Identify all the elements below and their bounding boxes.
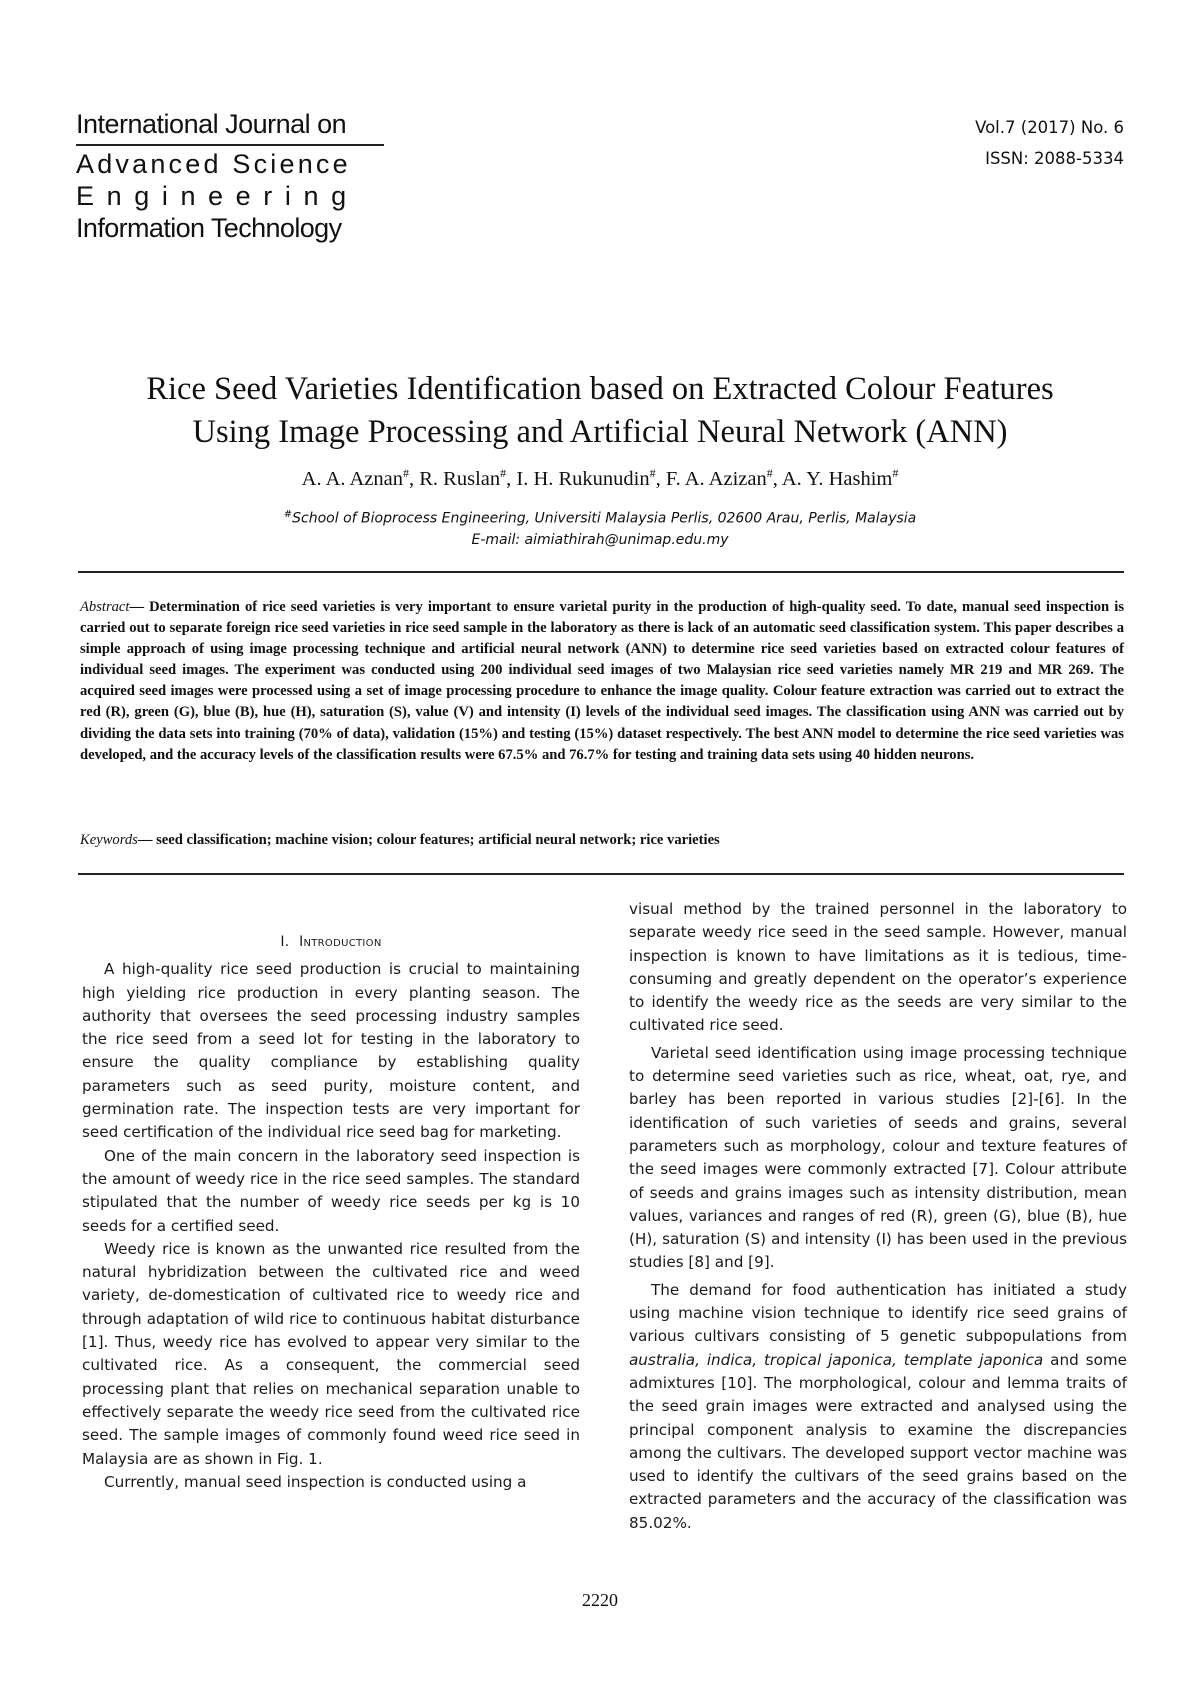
keywords-label: Keywords bbox=[80, 832, 138, 848]
left-column bbox=[82, 905, 580, 1494]
volume-number: Vol.7 (2017) No. 6 bbox=[975, 118, 1124, 137]
abstract bbox=[80, 597, 1124, 766]
paragraph: One of the main concern in the laboratory seed inspection is the amount of weedy rice in the rice seed samples. The standard stipulated that the number of weedy rice seeds per kg is 10 seeds for a certified seed. bbox=[82, 1146, 580, 1235]
journal-name-line-2: Advanced Science bbox=[76, 149, 351, 179]
page-number: 2220 bbox=[582, 1590, 618, 1610]
abstract-bottom-rule bbox=[78, 873, 1124, 875]
paragraph: A high-quality rice seed production is crucial to maintaining high yielding rice production in every planting season. The authority that oversees the seed processing industry samples the rice seed from a seed lot for testing in the laboratory to ensure the quality compliance by establishing quality parameters such as seed purity, moisture content, and germination rate. The inspection tests are very important for seed certification of the individual rice seed bag for marketing. bbox=[82, 960, 580, 1142]
journal-name-line-3: Engineering bbox=[76, 181, 359, 211]
author: A. A. Aznan# bbox=[301, 466, 409, 490]
abstract-text: — Determination of rice seed varieties is very important to ensure varietal purity in the production of high-quality seed. To date, manual seed inspection is carried out to separate foreign rice seed varieties in rice seed sample in the laboratory as there is lack of an automatic seed classification system. This paper describes a simple approach of using image processing technique and artificial neural network (ANN) to determine rice seed varieties based on extracted colour features of individual seed images. The experiment was conducted using 200 individual seed images of two Malaysian rice seed varieties namely MR 219 and MR 269. The acquired seed images were processed using a set of image processing procedure to enhance the image quality. Colour feature extraction was carried out to extract the red (R), green (G), blue (B), hue (H), saturation (S), value (V) and intensity (I) levels of the individual seed images. The classification using ANN was carried out by dividing the data sets into training (70% of data), validation (15%) and testing (15%) dataset respectively. The best ANN model to determine the rice seed varieties was developed, and the accuracy levels of the classification results were 67.5% and 76.7% for testing and training data sets using 40 hidden neurons. bbox=[80, 599, 1124, 763]
author: I. H. Rukunudin# bbox=[516, 466, 656, 490]
keywords-text: — seed classification; machine vision; colour features; artificial neural network; rice varieties bbox=[137, 832, 720, 848]
paragraph: Weedy rice is known as the unwanted rice resulted from the natural hybridization between the cultivated rice and weed variety, de-domestication of cultivated rice to weedy rice and through adaptation of wild rice to continuous habitat disturbance [1]. Thus, weedy rice has evolved to appear very similar to the cultivated rice. As a consequent, the commercial seed processing plant that relies on mechanical separation unable to effectively separate the weedy rice seed from the cultivated rice seed. The sample images of commonly found weed rice seed in Malaysia are as shown in Fig. 1. bbox=[82, 1239, 580, 1468]
volume-info bbox=[975, 112, 1124, 174]
author: F. A. Azizan# bbox=[665, 466, 773, 490]
journal-masthead bbox=[76, 108, 386, 244]
author: A. Y. Hashim# bbox=[781, 466, 899, 490]
author: R. Ruslan# bbox=[419, 466, 507, 490]
abstract-top-rule bbox=[78, 571, 1124, 573]
affiliation: #School of Bioprocess Engineering, Universiti Malaysia Perlis, 02600 Arau, Perlis, Malaysia bbox=[283, 509, 917, 527]
paragraph: visual method by the trained personnel in the laboratory to separate weedy rice seed in the seed sample. However, manual inspection is known to have limitations as it is tedious, time-consuming and greatly dependent on the operator’s experience to identify the weedy rice as the seeds are very similar to the cultivated rice seed. bbox=[629, 900, 1127, 1035]
italic-cultivar-list: australia, indica, tropical japonica, template japonica bbox=[629, 1350, 1044, 1369]
affiliation-block bbox=[60, 504, 1140, 551]
title-line-2: Using Image Processing and Artificial Neural Network (ANN) bbox=[192, 414, 1008, 450]
abstract-label: Abstract bbox=[80, 599, 130, 615]
journal-name-line-4: Information Technology bbox=[76, 213, 342, 243]
masthead-rule bbox=[76, 144, 384, 146]
paragraph: Varietal seed identification using image processing technique to determine seed varieties such as rice, wheat, oat, rye, and barley has been reported in various studies [2]-[6]. In the identification of such varieties of seeds and grains, several parameters such as morphology, colour and texture features of the seed images were commonly extracted [7]. Colour attribute of seeds and grains images such as intensity distribution, mean values, variances and ranges of red (R), green (G), blue (B), hue (H), saturation (S) and intensity (I) has been used in the previous studies [8] and [9]. bbox=[629, 1043, 1127, 1272]
issn: ISSN: 2088-5334 bbox=[985, 149, 1124, 168]
email: E-mail: aimiathirah@unimap.edu.my bbox=[471, 531, 729, 548]
right-column bbox=[629, 898, 1127, 1535]
paragraph: The demand for food authentication has initiated a study using machine vision technique to identify rice seed grains of various cultivars consisting of 5 genetic subpopulations from australia, indica, tropical japonica, template japonica and some admixtures [10]. The morphological, colour and lemma traits of the seed grain images were extracted and analysed using the principal component analysis to examine the discrepancies among the cultivars. The developed support vector machine was used to identify the cultivars of the seed grains based on the extracted parameters and the accuracy of the classification was 85.02%. bbox=[629, 1280, 1127, 1532]
paragraph: Currently, manual seed inspection is conducted using a bbox=[104, 1472, 527, 1491]
keywords bbox=[80, 830, 1124, 851]
paper-title bbox=[60, 368, 1140, 454]
journal-name-line-1: International Journal on bbox=[76, 109, 347, 139]
section-heading bbox=[82, 931, 580, 954]
section-title: Introduction bbox=[299, 934, 382, 950]
author-list: A. A. Aznan#, R. Ruslan#, I. H. Rukunudin#, F. A. Azizan#, A. Y. Hashim# bbox=[301, 466, 899, 490]
title-line-1: Rice Seed Varieties Identification based on Extracted Colour Features bbox=[146, 371, 1054, 407]
section-number: I. bbox=[280, 934, 290, 950]
